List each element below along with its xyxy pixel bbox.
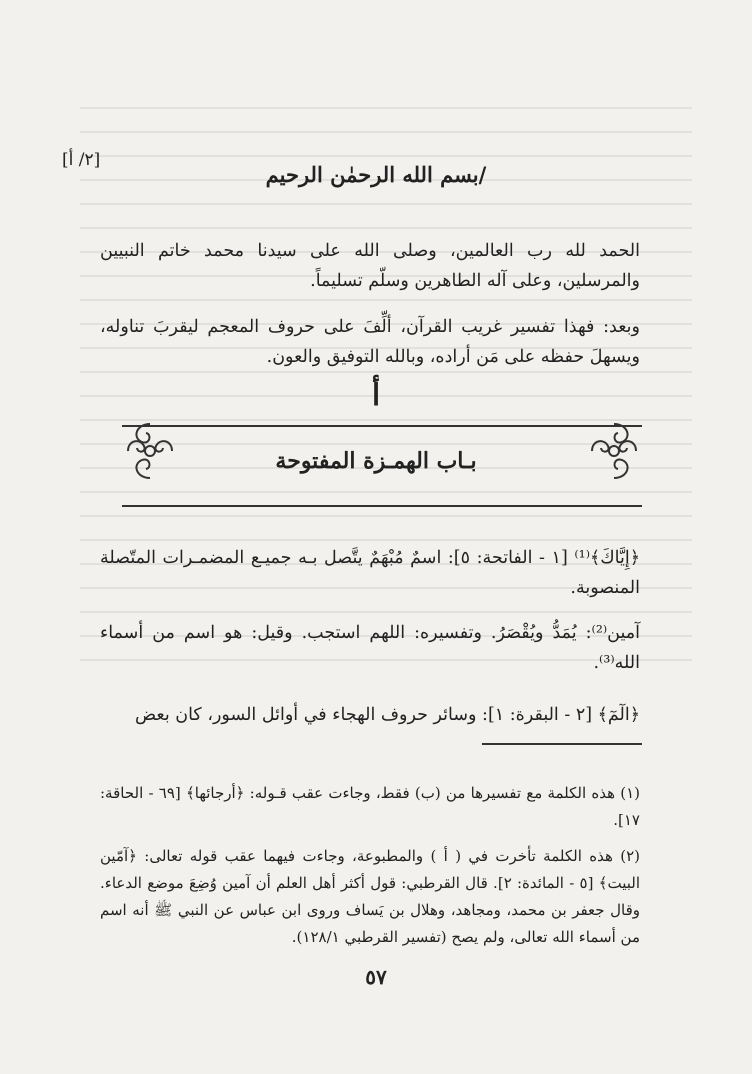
page-number: ٥٧ [365,965,387,989]
basmala-heading: /بسم الله الرحمٰن الرحيم [265,162,487,187]
chapter-rule-top [122,425,642,427]
intro-paragraph-2: وبعد: فهذا تفسير غريب القرآن، ألِّفَ على حروف المعجم ليقربَ تناوله، ويسهلَ حفظه على مَن أراده، وبالله التوفيق والعون. [100,316,640,367]
entry-amin: آمين⁽²⁾: يُمَدُّ ويُقْصَرُ. وتفسيره: اللهم استجب. وقيل: هو اسم من أسماء الله⁽³⁾. [100,622,640,673]
section-letter: أ [371,378,381,413]
intro-paragraph-1: الحمد لله رب العالمين، وصلى الله على سيدنا محمد خاتم النبيين والمرسلين، وعلى آله الطاهرين وسلّم تسليماً. [100,240,640,291]
entry-alif-lam-mim: ﴿الٓمٓ﴾ [٢ - البقرة: ١]: وسائر حروف الهجاء في أوائل السور، كان بعض [134,704,640,725]
footnote-2: (٢) هذه الكلمة تأخرت في ( أ ) والمطبوعة، وجاءت فيهما عقب قوله تعالى: ﴿آمّين البيت﴾ [٥ - المائدة: ٢]. قال القرطبي: قول أكثر أهل العلم أن آمين وُضِعَ موضع الدعاء. وقال جعفر بن محمد، ومجاهد، وهلال بن يَساف وروى ابن عباس عن النبي ﷺ أنه اسم من أسماء الله تعالى، ولم يصح (تفسير القرطبي ١٢٨/١). [100,847,640,946]
entry-iyyaka: ﴿إِيَّاكَ﴾⁽¹⁾ [١ - الفاتحة: ٥]: اسمٌ مُبْهَمٌ يتَّصل بـه جميـع المضمـرات المتّصلة المنصوبة. [100,547,640,598]
footnote-separator [482,743,642,745]
chapter-title: بـاب الهمـزة المفتوحة [275,448,477,474]
chapter-rule-bottom [122,505,642,507]
manuscript-folio-marker: [٢/ أ] [62,150,101,170]
footnote-1: (١) هذه الكلمة مع تفسيرها من (ب) فقط، وجاءت عقب قـوله: ﴿أرجائها﴾ [٦٩ - الحاقة: ١٧]. [100,784,640,829]
